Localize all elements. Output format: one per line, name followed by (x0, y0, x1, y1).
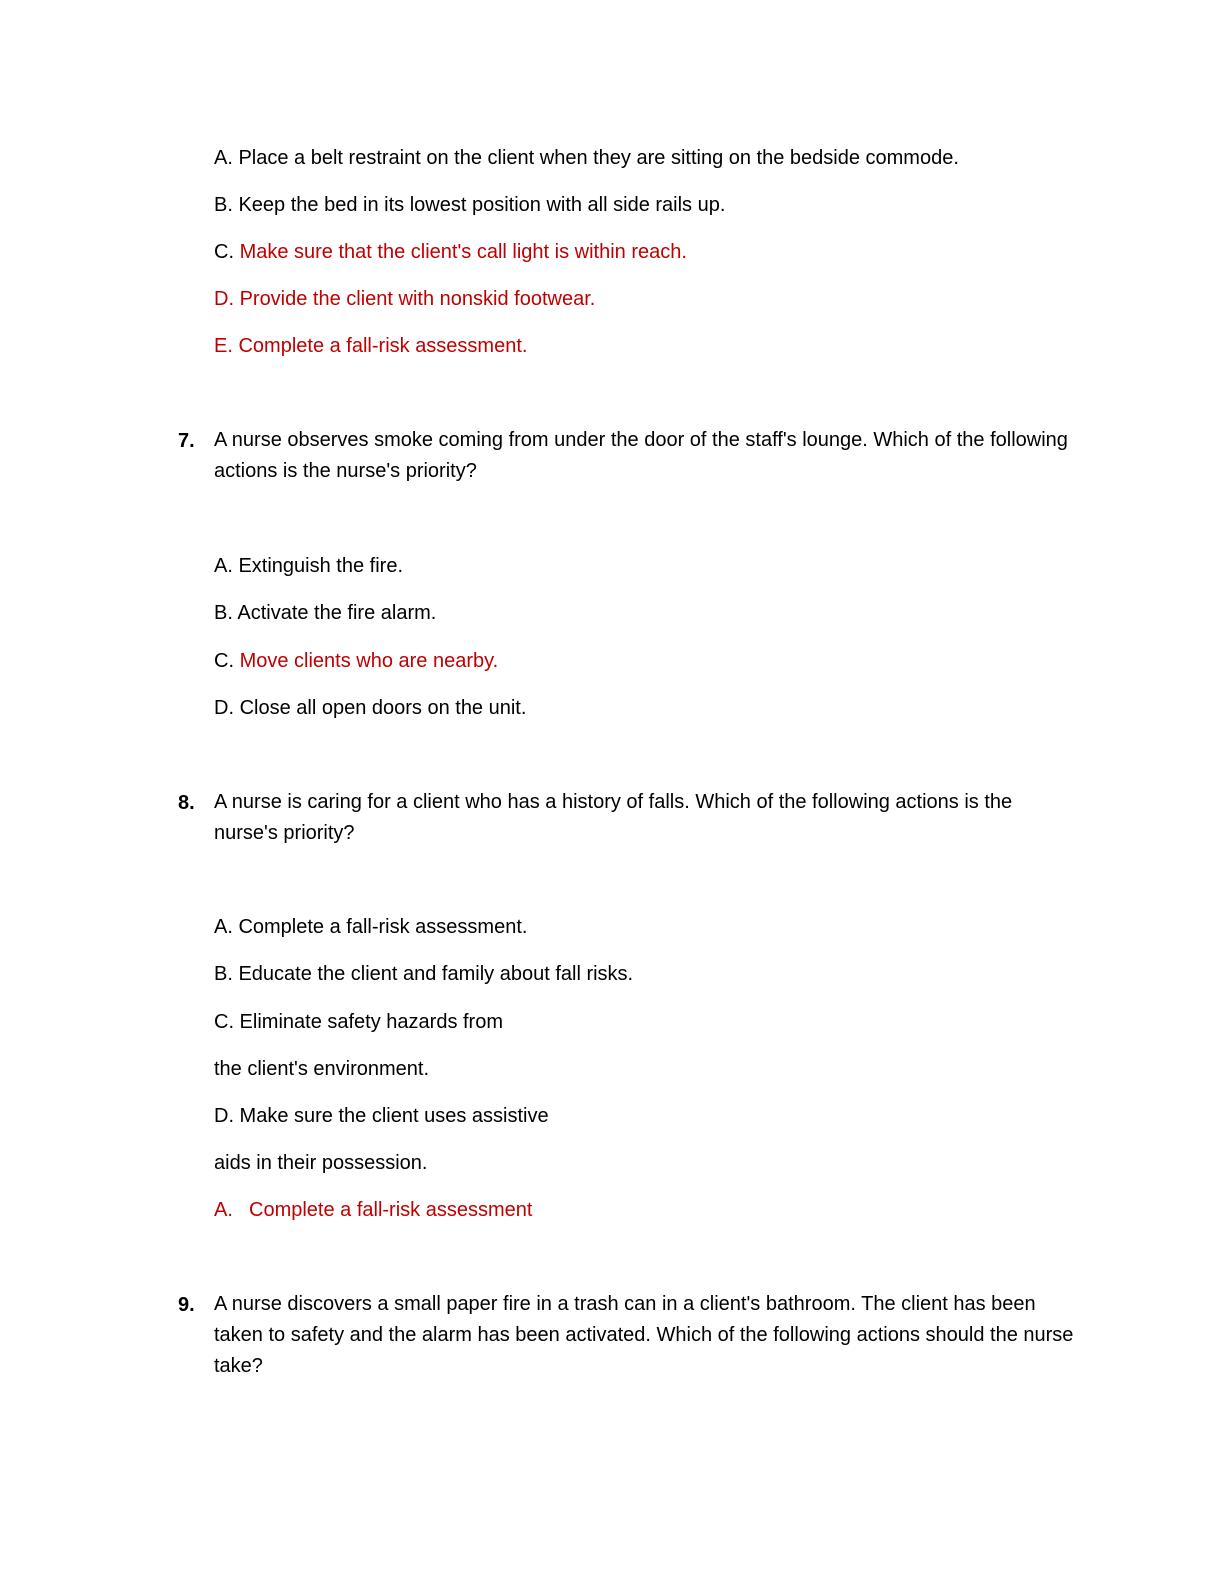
q6-option-e-text: Complete a fall-risk assessment. (238, 335, 528, 357)
q7-number: 7. (178, 430, 195, 452)
q8-line-2: B. Educate the client and family about fall risks. (214, 963, 634, 985)
q7-option-a-letter: A. (214, 555, 233, 577)
q6-option-d-text: Provide the client with nonskid footwear. (239, 288, 596, 310)
q7-option-b-letter: B. (214, 602, 233, 624)
q8-answer-letter: A. (214, 1199, 233, 1221)
q7-option-d-letter: D. (214, 697, 234, 719)
q8-question-text: A nurse is caring for a client who has a history of falls. Which of the following actions is the nurse's priority? (214, 791, 1013, 844)
q8-line-1: A. Complete a fall-risk assessment. (214, 916, 528, 938)
q8-answer (214, 1198, 532, 1222)
q7-option-c (214, 649, 498, 673)
q8-number: 8. (178, 792, 195, 814)
q9-question-text: A nurse discovers a small paper fire in a trash can in a client's bathroom. The client has been taken to safety and the alarm has been activated. Which of the following actions should the nurse take? (214, 1293, 1074, 1377)
q6-option-b (214, 193, 725, 217)
q8-line-4: the client's environment. (214, 1058, 430, 1080)
q8-line-3: C. Eliminate safety hazards from (214, 1011, 503, 1033)
q6-option-d-letter: D. (214, 288, 234, 310)
q8-answer-text: Complete a fall-risk assessment (249, 1199, 533, 1221)
q6-option-c-letter: C. (214, 241, 234, 263)
q7-option-b (214, 601, 436, 625)
q6-option-c (214, 240, 687, 264)
q8-line-6: aids in their possession. (214, 1152, 428, 1174)
q6-option-c-text: Make sure that the client's call light is within reach. (239, 241, 687, 263)
q6-option-a-letter: A. (214, 147, 233, 169)
q7-option-c-text: Move clients who are nearby. (239, 650, 499, 672)
q6-option-a (214, 146, 959, 170)
q6-option-e (214, 334, 527, 358)
q9-number: 9. (178, 1294, 195, 1316)
q8-line-5: D. Make sure the client uses assistive (214, 1105, 549, 1127)
q6-option-a-text: Place a belt restraint on the client when they are sitting on the bedside commode. (238, 147, 959, 169)
q7-option-d (214, 696, 526, 720)
q7-option-a (214, 554, 403, 578)
q7-option-b-text: Activate the fire alarm. (237, 602, 437, 624)
q6-option-d (214, 287, 595, 311)
q7-option-a-text: Extinguish the fire. (238, 555, 403, 577)
q6-option-e-letter: E. (214, 335, 233, 357)
q7-question-text: A nurse observes smoke coming from under the door of the staff's lounge. Which of the following actions is the nurse's priority? (214, 429, 1068, 482)
q6-option-b-letter: B. (214, 194, 233, 216)
q7-option-c-letter: C. (214, 650, 234, 672)
q6-option-b-text: Keep the bed in its lowest position with all side rails up. (238, 194, 726, 216)
q7-option-d-text: Close all open doors on the unit. (239, 697, 527, 719)
